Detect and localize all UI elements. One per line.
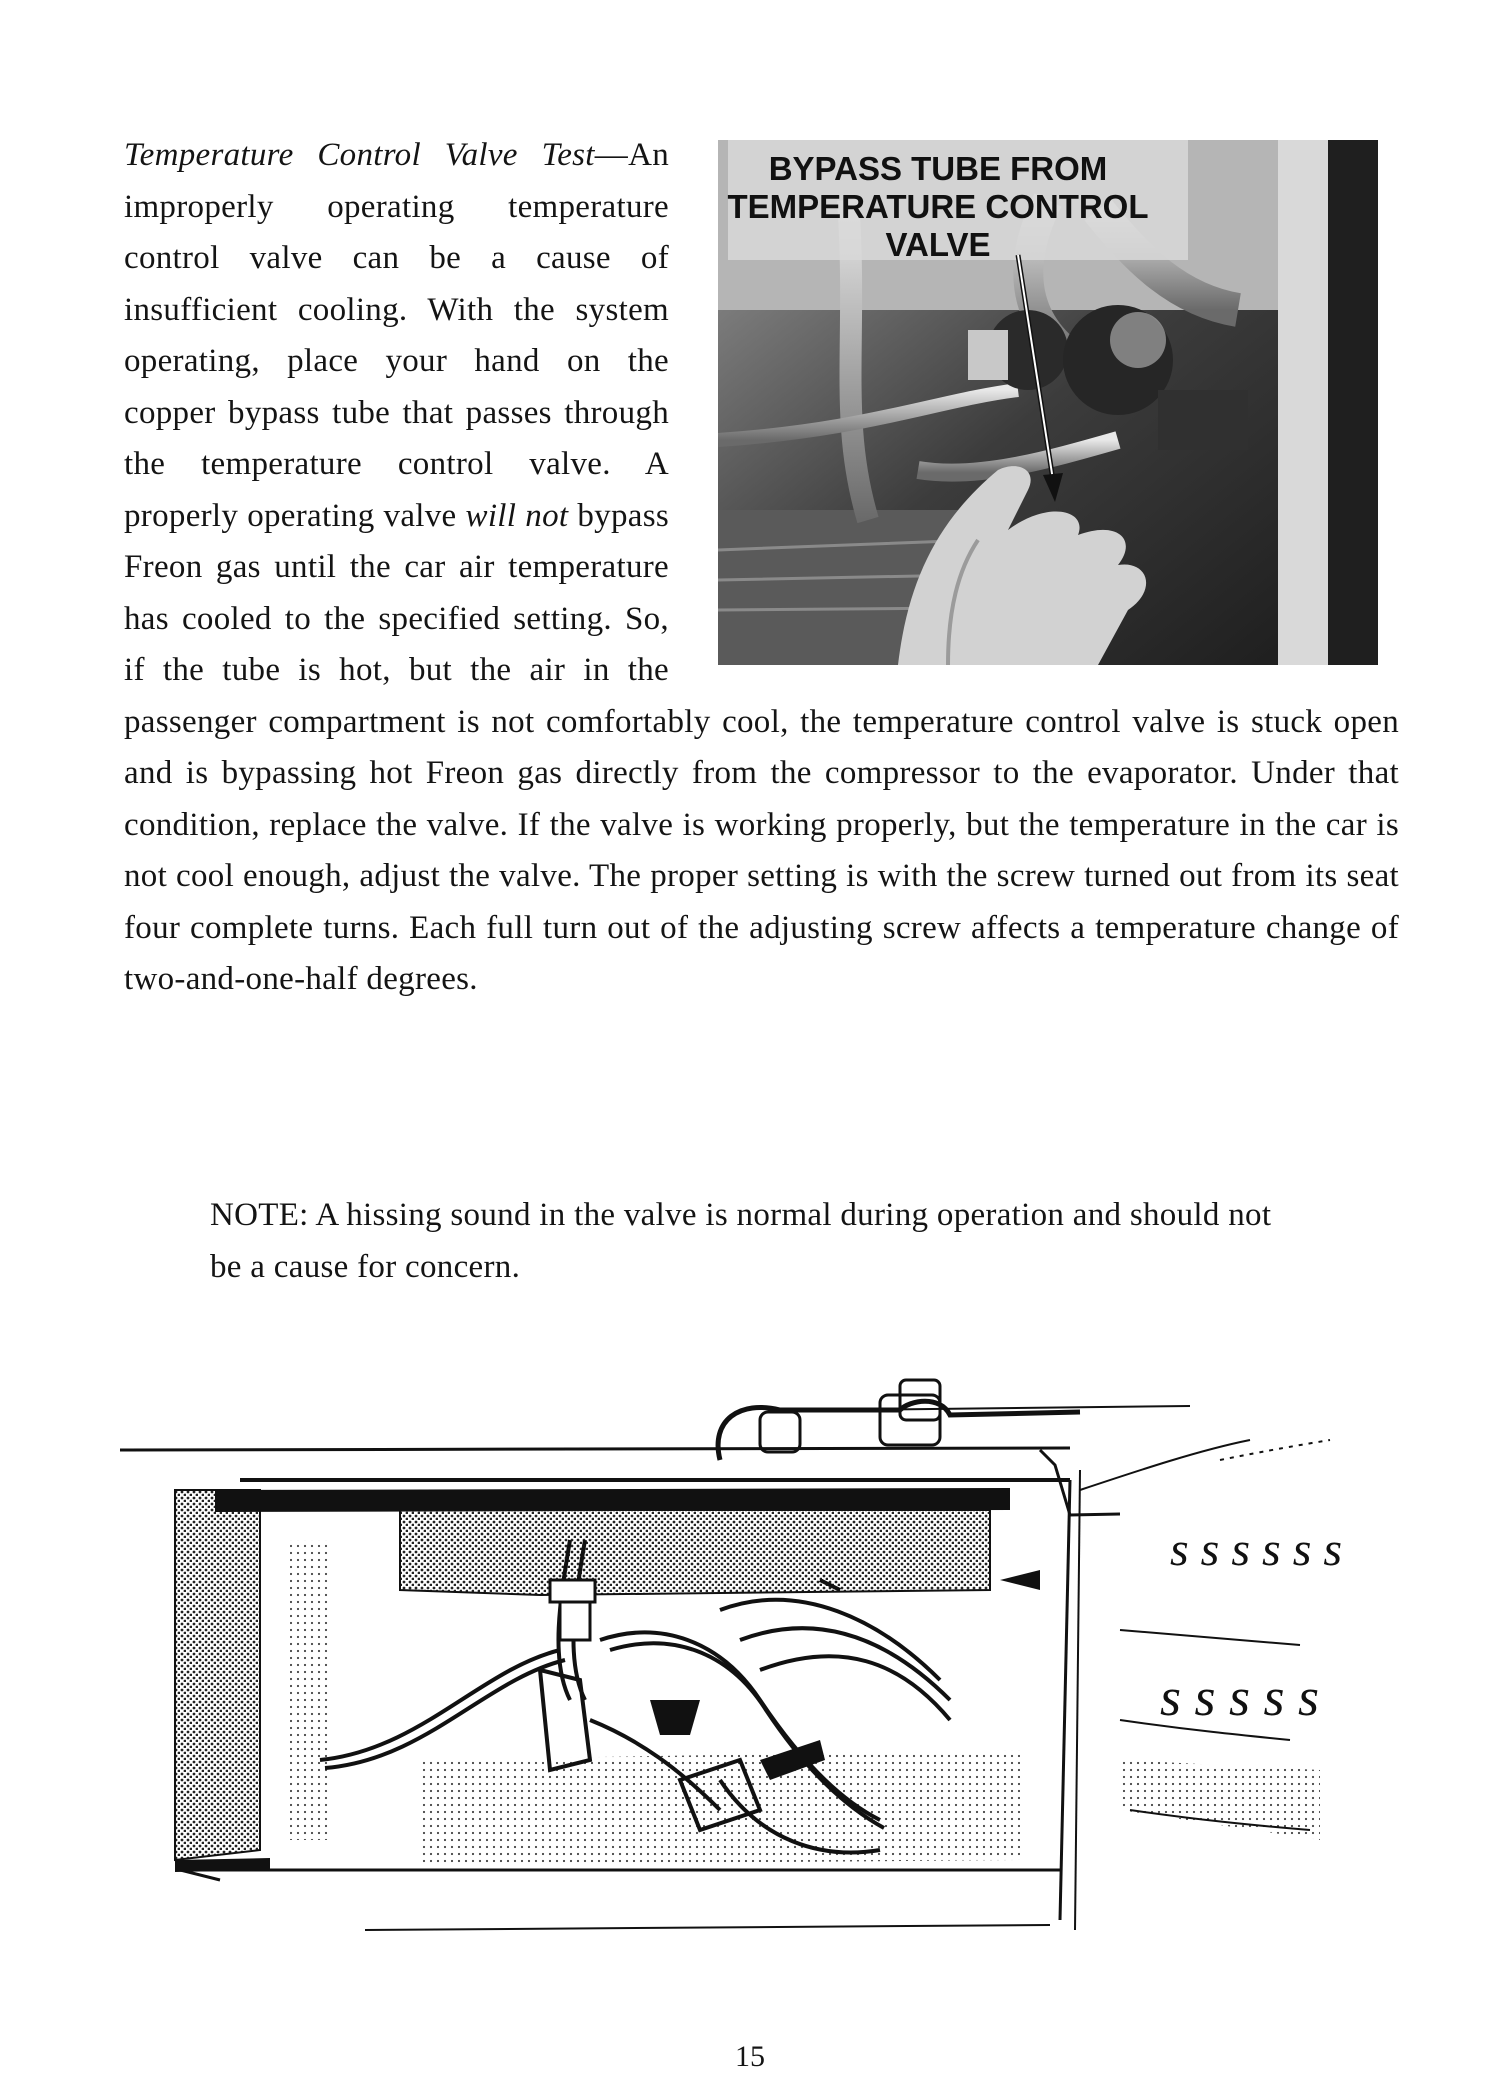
valve-line-drawing — [120, 1340, 1380, 1940]
hiss-marks-bottom: s s s s s — [1160, 1667, 1320, 1727]
note-paragraph: NOTE: A hissing sound in the valve is normal during operation and should not be a cause for concern. — [210, 1197, 1272, 1285]
page-number: 15 — [735, 2040, 765, 2073]
bypass-tube-photo — [718, 140, 1378, 665]
body-text-part-2: bypass Freon gas until the car air temperature has cooled to the specified setting. So, if the tube is hot, but the air in the passenger compartment is not comfortably cool, the temperature control valve is stuck open and is bypassing hot Freon gas directly from the compressor to the evaporator. Under that condition, replace the valve. If the valve is working properly, but the temperature in the car is not cool enough, adjust the valve. The proper setting is with the screw turned out from its seat four complete turns. Each full turn out of the adjusting screw affects a temperature change of two-and-one-half degrees. — [124, 497, 1399, 997]
photo-label-line-2: TEMPERATURE CONTROL — [727, 188, 1149, 225]
hiss-marks-top: s s s s s s — [1170, 1523, 1343, 1576]
photo-label-line-3: VALVE — [885, 226, 991, 263]
section-lead-title: Temperature Control Valve Test — [124, 137, 595, 173]
body-text-part-1: —An improperly operating temperature control valve can be a cause of insufficient cooling. With the system operating, place your hand on the copper bypass tube that passes through the temperature control valve. A properly operating valve — [124, 137, 669, 534]
body-emphasis: will not — [465, 497, 569, 534]
photo-label-line-1: BYPASS TUBE FROM — [768, 150, 1108, 187]
